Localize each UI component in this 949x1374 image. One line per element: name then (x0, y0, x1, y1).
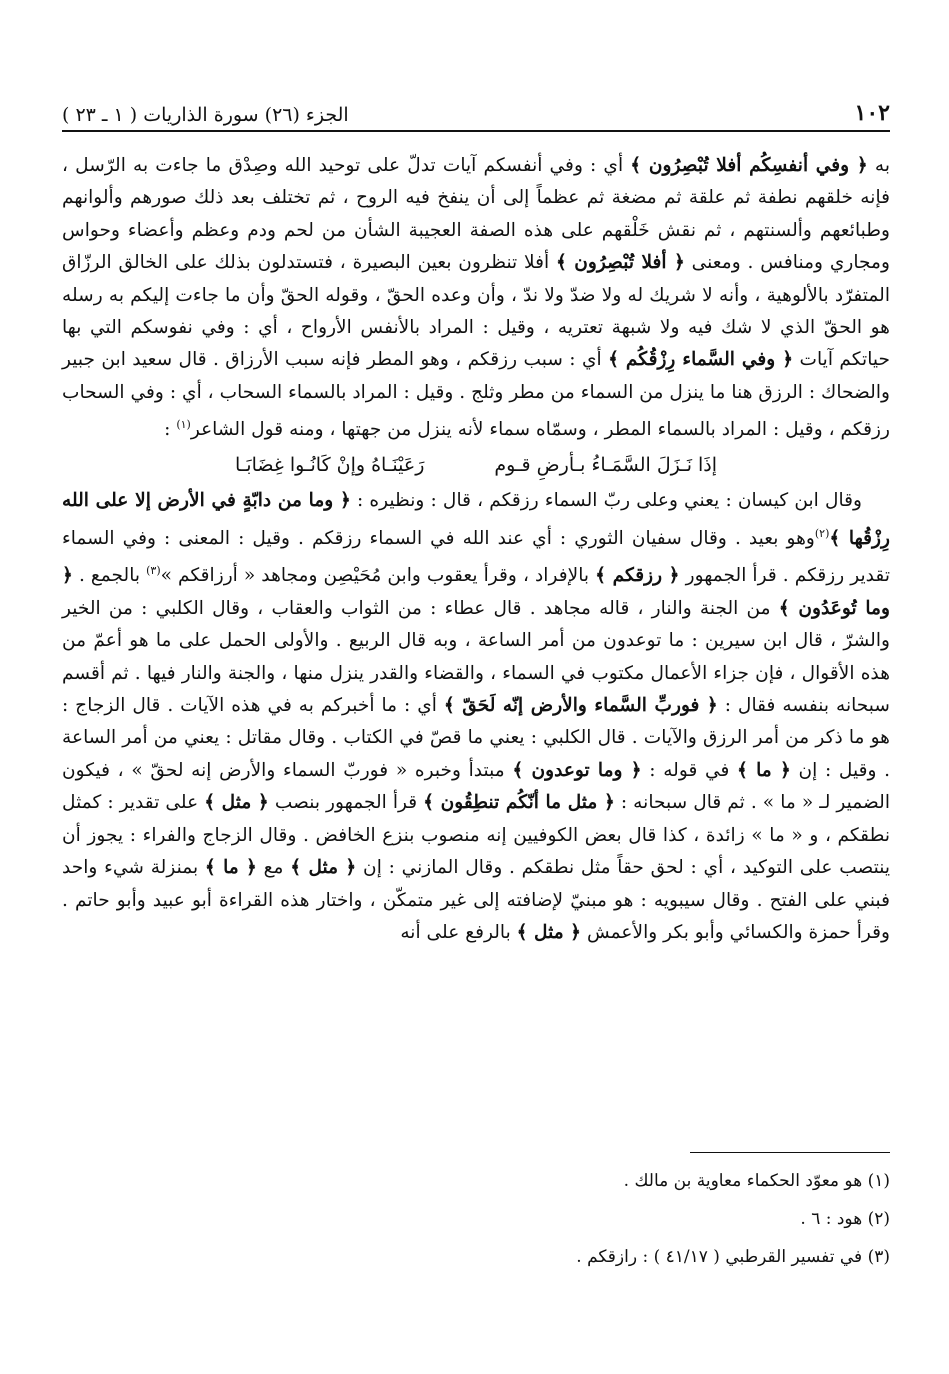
text-run: أفلا تنظرون بعين البصيرة ، فتستدلون بذلك على الخالق الرزّاق المتفرّد بالألوهية ، وأنه لا شريك له ولا ضدّ ولا ندّ ، وأن وعده الحقّ ، وقوله الحقّ وأن ما جاءت إليكم به رسله هو الحقّ الذي لا شك فيه ولا شبهة تعتريه ، وقيل : المراد بالأنفس الأرواح ، أي : وفي نفوسكم التي بها حياتكم آيات (62, 252, 890, 371)
quran-quote: ﴿ وفي أنفسِكُم أفلا تُبْصِرُون ﴾ (630, 155, 868, 176)
paragraph-2 (62, 485, 890, 949)
quran-quote: ﴿ وما توعدون ﴾ (512, 759, 642, 781)
quran-quote: ﴿ وما تُوعَدُون ﴾ (62, 565, 890, 619)
text-run: مع (256, 857, 291, 879)
text-run: على تقدير : كمثل نطقكم ، و « ما » زائدة ، كذا قال بعض الكوفيين إنه منصوب بنزع الخافض . وقال الزجاج والفراء : يجوز أن ينتصب على التوكيد ، أي : لحق حقاً مثل نطقكم . وقال المازني : إن (62, 792, 890, 879)
text-run: وقال ابن كيسان : يعني وعلى ربّ السماء رزقكم ، قال : ونظيره : (350, 490, 863, 512)
text-run: به (867, 155, 890, 176)
quran-quote: ﴿ مثل ﴾ (204, 792, 269, 814)
text-run: بمنزلة شيء واحد فبني على الفتح . وقال سيبويه : هو مبنيّ لإضافته إلى غير متمكّن ، واختار هذه القراءة أبو عبيد وأبو حاتم . وقرأ حمزة والكسائي وأبو بكر والأعمش (62, 857, 890, 943)
footnote-2: (٢) هود : ٦ . (800, 1209, 890, 1229)
quran-quote: ﴿ مثل ﴾ (290, 857, 357, 879)
footnote-ref: (٣) (146, 564, 161, 578)
quran-quote: ﴿ مثل ما أنّكُم تنطِقُون ﴾ (423, 792, 615, 814)
paragraph-1 (62, 150, 890, 447)
text-run: أي : سبب رزقكم ، وهو المطر فإنه سبب الأرزاق . قال سعيد ابن جبير والضحاك : الرزق هنا ما ينزل من السماء من مطر وثلج . وقيل : المراد بالسماء السحاب ، أي : وفي السحاب رزقكم ، وقيل : المراد بالسماء المطر ، وسمّاه سماء لأنه ينزل من جهتها ، ومنه قول الشاعر (62, 349, 890, 441)
footnotes (62, 1162, 890, 1276)
footnote-divider (690, 1152, 890, 1153)
text-run: من الجنة والنار ، قاله مجاهد . قال عطاء : من الثواب والعقاب ، وقال الكلبي : من الخير والشرّ ، قال ابن سيرين : ما توعدون من أمر الساعة ، وبه قال الربيع . والأولى الحمل على ما هو أعمّ من هذه الأقوال ، فإن جزاء الأعمال مكتوب في السماء ، والقضاء والقدر ينزل منها ، والجنة والنار فيها . ثم أقسم سبحانه بنفسه فقال : (62, 597, 890, 717)
quran-quote: ﴿ أفلا تُبْصِرُون ﴾ (556, 252, 685, 274)
text-run: في قوله : (641, 759, 738, 781)
text-run: بالجمع . (72, 565, 147, 587)
quran-quote: ﴿ فوربِّ السَّماء والأرض إنّه لَحَقّ ﴾ (443, 695, 718, 717)
text-run: أي : ما أخبركم به في هذه الآيات . قال الزجاج : هو ما ذكر من أمر الرزق والآيات . قال الكلبي : يعني ما قصّ في الكتاب . وقال مقاتل : يعني من أمر الساعة . وقيل : إن (62, 695, 891, 781)
running-header (62, 96, 890, 132)
quran-quote: ﴿ ما ﴾ (737, 759, 791, 781)
footnote-ref: (٢) (814, 526, 830, 540)
poetry-verse (62, 449, 890, 481)
footnote-ref: (١) (176, 418, 191, 432)
text-run: أي : وفي أنفسكم آيات تدلّ على توحيد الله وصِدْق ما جاءت به الرّسل ، فإنه خلقهم نطفة ثم علقة ثم مضغة ثم عظماً إلى أن ينفخ فيه الروح ، ثم تختلف بعد ذلك صورهم وألوانهم وطبائعهم وألسنتهم ، ثم نقش خَلْقهم على هذه الصفة العجيبة الشأن من لحم ودم وعظم وأعضاء وحواس ومجاري ومنافس . ومعنى (62, 155, 890, 274)
page-number: ١٠٢ (854, 100, 890, 126)
text-run: قرأ الجمهور بنصب (268, 792, 424, 814)
verse-hemistich-2: رَعَيْنَـاهُ وإنْ كَانُـوا غِضَابَـا (234, 453, 425, 476)
text-run: وهو بعيد . وقال سفيان الثوري : أي عند الله في السماء رزقكم . وقيل : المعنى : وفي السماء تقدير رزقكم . قرأ الجمهور (62, 527, 891, 587)
quran-quote: ﴿ مثل ﴾ (516, 921, 582, 943)
running-title: الجزء (٢٦) سورة الذاريات ( ١ ـ ٢٣ ) (62, 104, 349, 126)
verse-hemistich-1: إذَا نَـزَلَ السَّمَـاءُ بـأرضِ قـوم (494, 453, 718, 476)
text-run: بالإفراد ، وقرأ يعقوب وابن مُحَيْصِن ومجاهد « أرزاقكم » (160, 565, 596, 587)
footnote-3: (٣) في تفسير القرطبي ( ٤١/١٧ ) : رازقكم . (576, 1247, 890, 1267)
text-run: مبتدأ وخبره « فوربّ السماء والأرض إنه لحقّ » ، فيكون الضمير لـ « ما » . ثم قال سبحانه : (62, 759, 890, 814)
text-run: : (164, 419, 177, 441)
text-run: بالرفع على أنه (400, 921, 517, 943)
footnote-1: (١) هو معوّد الحكماء معاوية بن مالك . (623, 1171, 890, 1191)
quran-quote: ﴿ رزقكم ﴾ (595, 565, 680, 587)
quran-quote: ﴿ وما من دابّةٍ في الأرض إلا على الله رِزْقُها ﴾ (62, 490, 890, 549)
quran-quote: ﴿ ما ﴾ (204, 857, 257, 879)
quran-quote: ﴿ وفي السَّماء رِزْقُكُم ﴾ (608, 349, 794, 371)
main-text (62, 150, 890, 949)
